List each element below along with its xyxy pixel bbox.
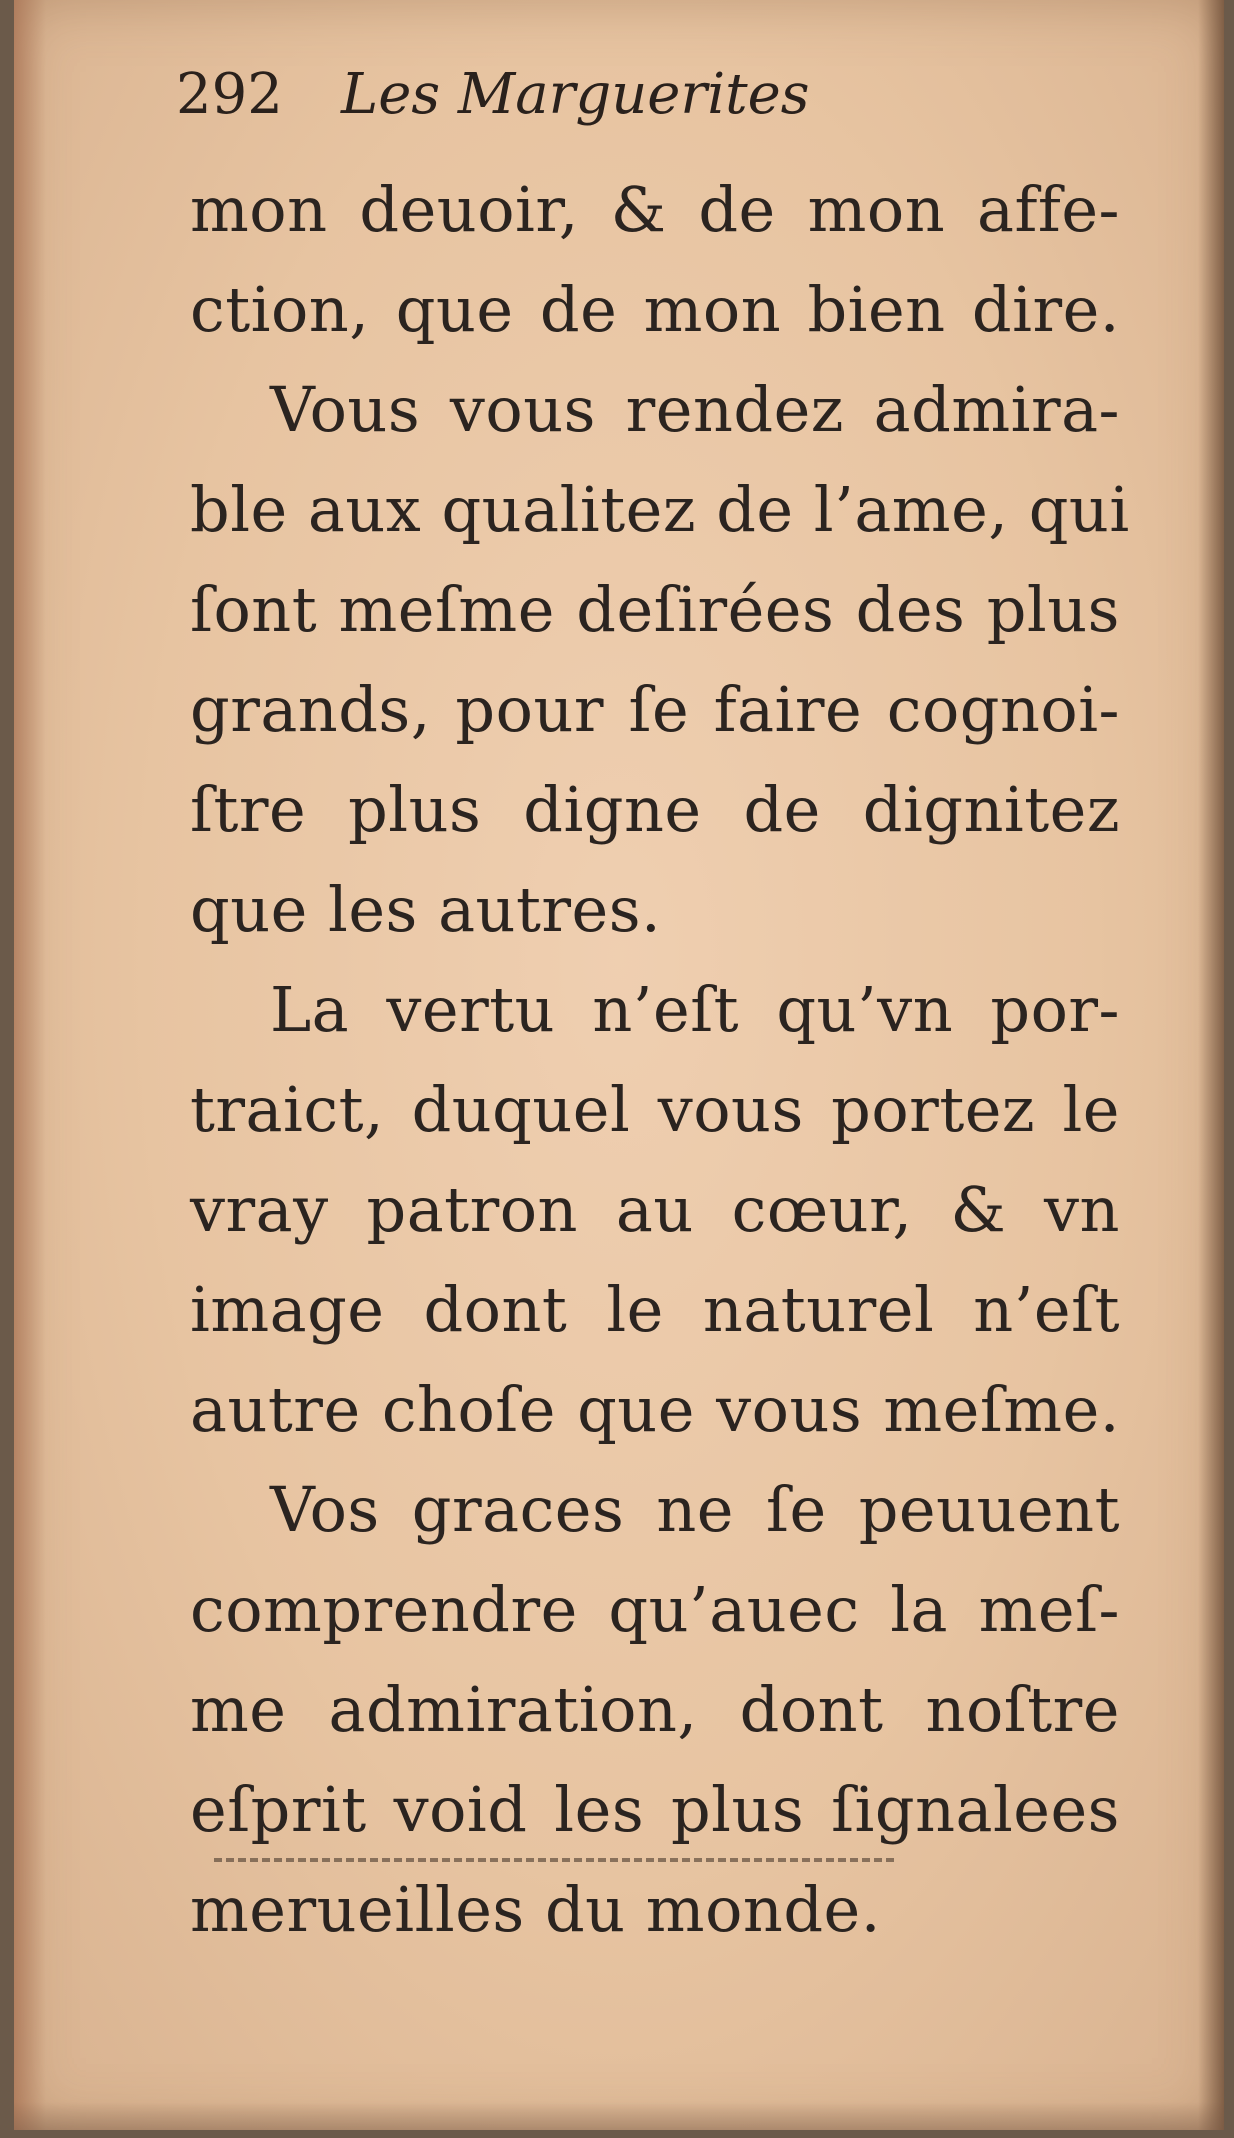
text-line: ſont meſme deſirées des plus — [190, 573, 1120, 646]
text-line: me admiration, dont noſtre — [190, 1673, 1120, 1746]
running-head — [176, 62, 809, 127]
text-line: image dont le naturel n’eſt — [190, 1273, 1120, 1346]
text-line: ſtre plus digne de dignitez — [190, 773, 1120, 846]
page-number: 292 — [176, 62, 283, 127]
paragraph-start-line: Vous vous rendez admira- — [270, 373, 1120, 446]
page-gutter-shadow — [1198, 0, 1224, 2130]
paragraph-end-line: merueilles du monde. — [190, 1873, 881, 1946]
text-line: vray patron au cœur, & vn — [190, 1173, 1120, 1246]
text-line: comprendre qu’auec la meſ- — [190, 1573, 1120, 1646]
body-text — [190, 160, 1130, 1960]
paragraph-end-line: que les autres. — [190, 873, 662, 946]
paragraph-start-line: La vertu n’eſt qu’vn por- — [270, 973, 1120, 1046]
text-line: ble aux qualitez de l’ame, qui — [190, 473, 1130, 546]
paragraph-start-line: Vos graces ne ſe peuuent — [270, 1473, 1120, 1546]
book-page — [14, 0, 1224, 2130]
page-bottom-shadow — [14, 2102, 1224, 2130]
page-left-shadow — [14, 0, 46, 2130]
text-line: ction, que de mon bien dire. — [190, 273, 1120, 346]
closing-rule — [214, 1858, 894, 1862]
text-line: mon deuoir, & de mon affe- — [190, 173, 1120, 246]
text-line: traict, duquel vous portez le — [190, 1073, 1120, 1146]
running-title: Les Marguerites — [341, 62, 810, 127]
text-line: eſprit void les plus ſignalees — [190, 1773, 1120, 1846]
paragraph-end-line: autre choſe que vous meſme. — [190, 1373, 1120, 1446]
text-line: grands, pour ſe faire cognoi- — [190, 673, 1120, 746]
